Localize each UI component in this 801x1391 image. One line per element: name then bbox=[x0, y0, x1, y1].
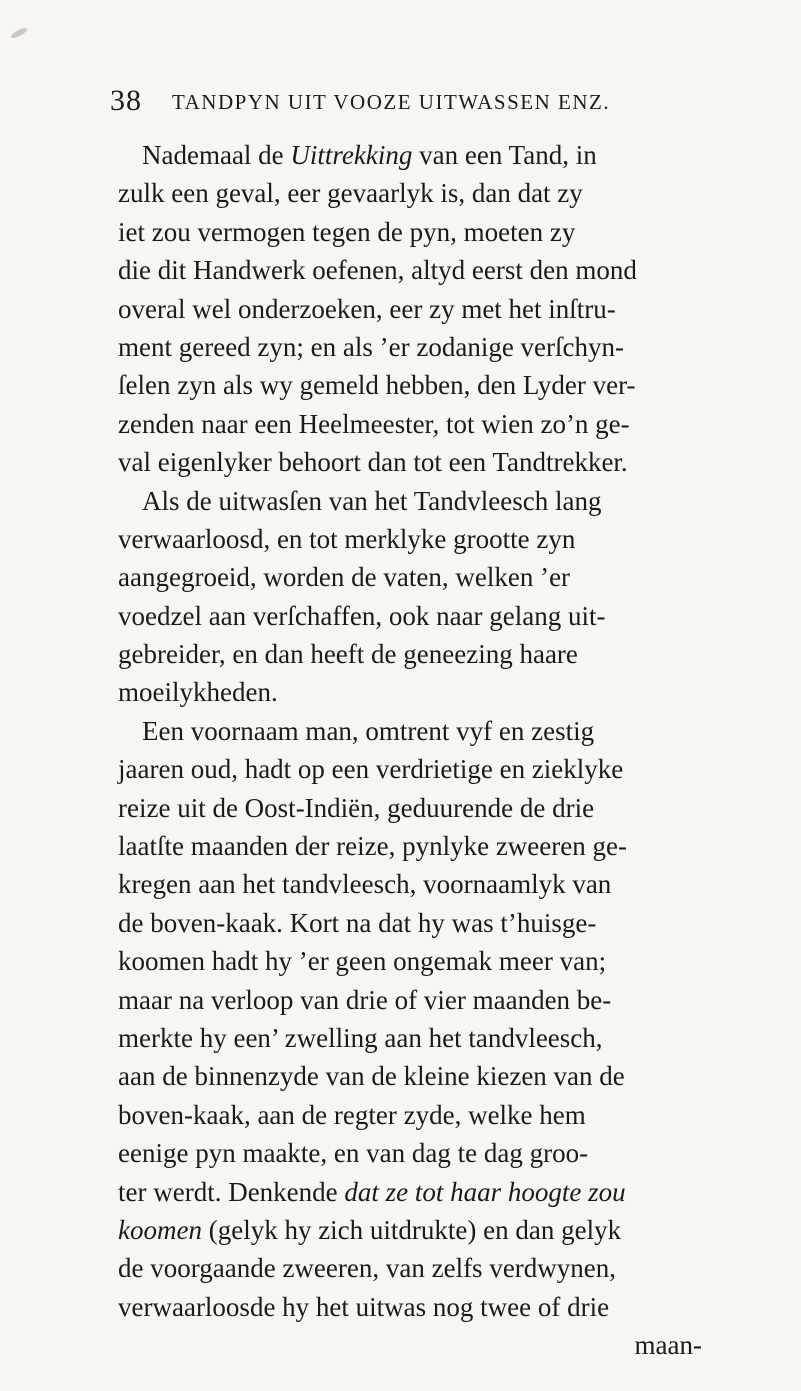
text-line: de voorgaande zweeren, van zelfs verdwynen, bbox=[118, 1253, 617, 1284]
text-line: koomen (gelyk hy zich uitdrukte) en dan gelyk bbox=[118, 1214, 622, 1245]
text-line: overal wel onderzoeken, eer zy met het inſtru- bbox=[118, 293, 616, 324]
text-line: gebreider, en dan heeft de geneezing haare bbox=[118, 639, 578, 670]
italic-term: Uittrekking bbox=[290, 140, 413, 170]
body-text bbox=[118, 136, 738, 1365]
text-line: jaaren oud, hadt op een verdrietige en zieklyke bbox=[118, 754, 624, 785]
catchword: maan- bbox=[634, 1330, 702, 1361]
text-line: moeilykheden. bbox=[118, 677, 278, 708]
text-line: boven-kaak, aan de regter zyde, welke hem bbox=[118, 1099, 586, 1130]
text-line: de boven-kaak. Kort na dat hy was t’huisge- bbox=[118, 907, 597, 938]
page-header bbox=[110, 84, 670, 124]
text-line: ſelen zyn als wy gemeld hebben, den Lyder ver- bbox=[118, 370, 636, 401]
text-line: val eigenlyker behoort dan tot een Tandtrekker. bbox=[118, 447, 628, 478]
text-line: verwaarloosd, en tot merklyke grootte zyn bbox=[118, 523, 576, 554]
text-line: aan de binnenzyde van de kleine kiezen van de bbox=[118, 1061, 625, 1092]
text-line: verwaarloosde hy het uitwas nog twee of drie bbox=[118, 1291, 610, 1322]
text-line: laatſte maanden der reize, pynlyke zweeren ge- bbox=[118, 831, 627, 862]
text-line: aangegroeid, worden de vaten, welken ’er bbox=[118, 562, 571, 593]
text-line: eenige pyn maakte, en van dag te dag groo- bbox=[118, 1138, 589, 1169]
text-line: Als de uitwasſen van het Tandvleesch lang bbox=[142, 485, 602, 516]
page-number: 38 bbox=[110, 84, 142, 117]
text-line: iet zou vermogen tegen de pyn, moeten zy bbox=[118, 216, 576, 247]
text-line: zenden naar een Heelmeester, tot wien zo’n ge- bbox=[118, 408, 630, 439]
text-line: Nademaal de Uittrekking van een Tand, in bbox=[142, 140, 597, 170]
running-head: TANDPYN UIT VOOZE UITWASSEN ENZ. bbox=[172, 90, 611, 114]
text-line: koomen hadt hy ’er geen ongemak meer van; bbox=[118, 946, 607, 977]
ink-smudge bbox=[10, 26, 29, 40]
text-line: voedzel aan verſchaffen, ook naar gelang uit- bbox=[118, 600, 606, 631]
text-line: merkte hy een’ zwelling aan het tandvleesch, bbox=[118, 1022, 603, 1053]
text-line: die dit Handwerk oefenen, altyd eerst den mond bbox=[118, 255, 637, 286]
text-line: Een voornaam man, omtrent vyf en zestig bbox=[142, 715, 595, 746]
text-line: ment gereed zyn; en als ’er zodanige verſchyn- bbox=[118, 331, 625, 362]
italic-phrase: koomen bbox=[118, 1214, 202, 1245]
text-line: ter werdt. Denkende dat ze tot haar hoogte zou bbox=[118, 1176, 626, 1207]
italic-phrase: dat ze tot haar hoogte zou bbox=[344, 1176, 626, 1207]
text-line: reize uit de Oost-Indiën, geduurende de drie bbox=[118, 792, 595, 823]
text-line: kregen aan het tandvleesch, voornaamlyk van bbox=[118, 869, 612, 900]
text-line: zulk een geval, eer gevaarlyk is, dan dat zy bbox=[118, 178, 583, 209]
text-line: maar na verloop van drie of vier maanden be- bbox=[118, 984, 612, 1015]
